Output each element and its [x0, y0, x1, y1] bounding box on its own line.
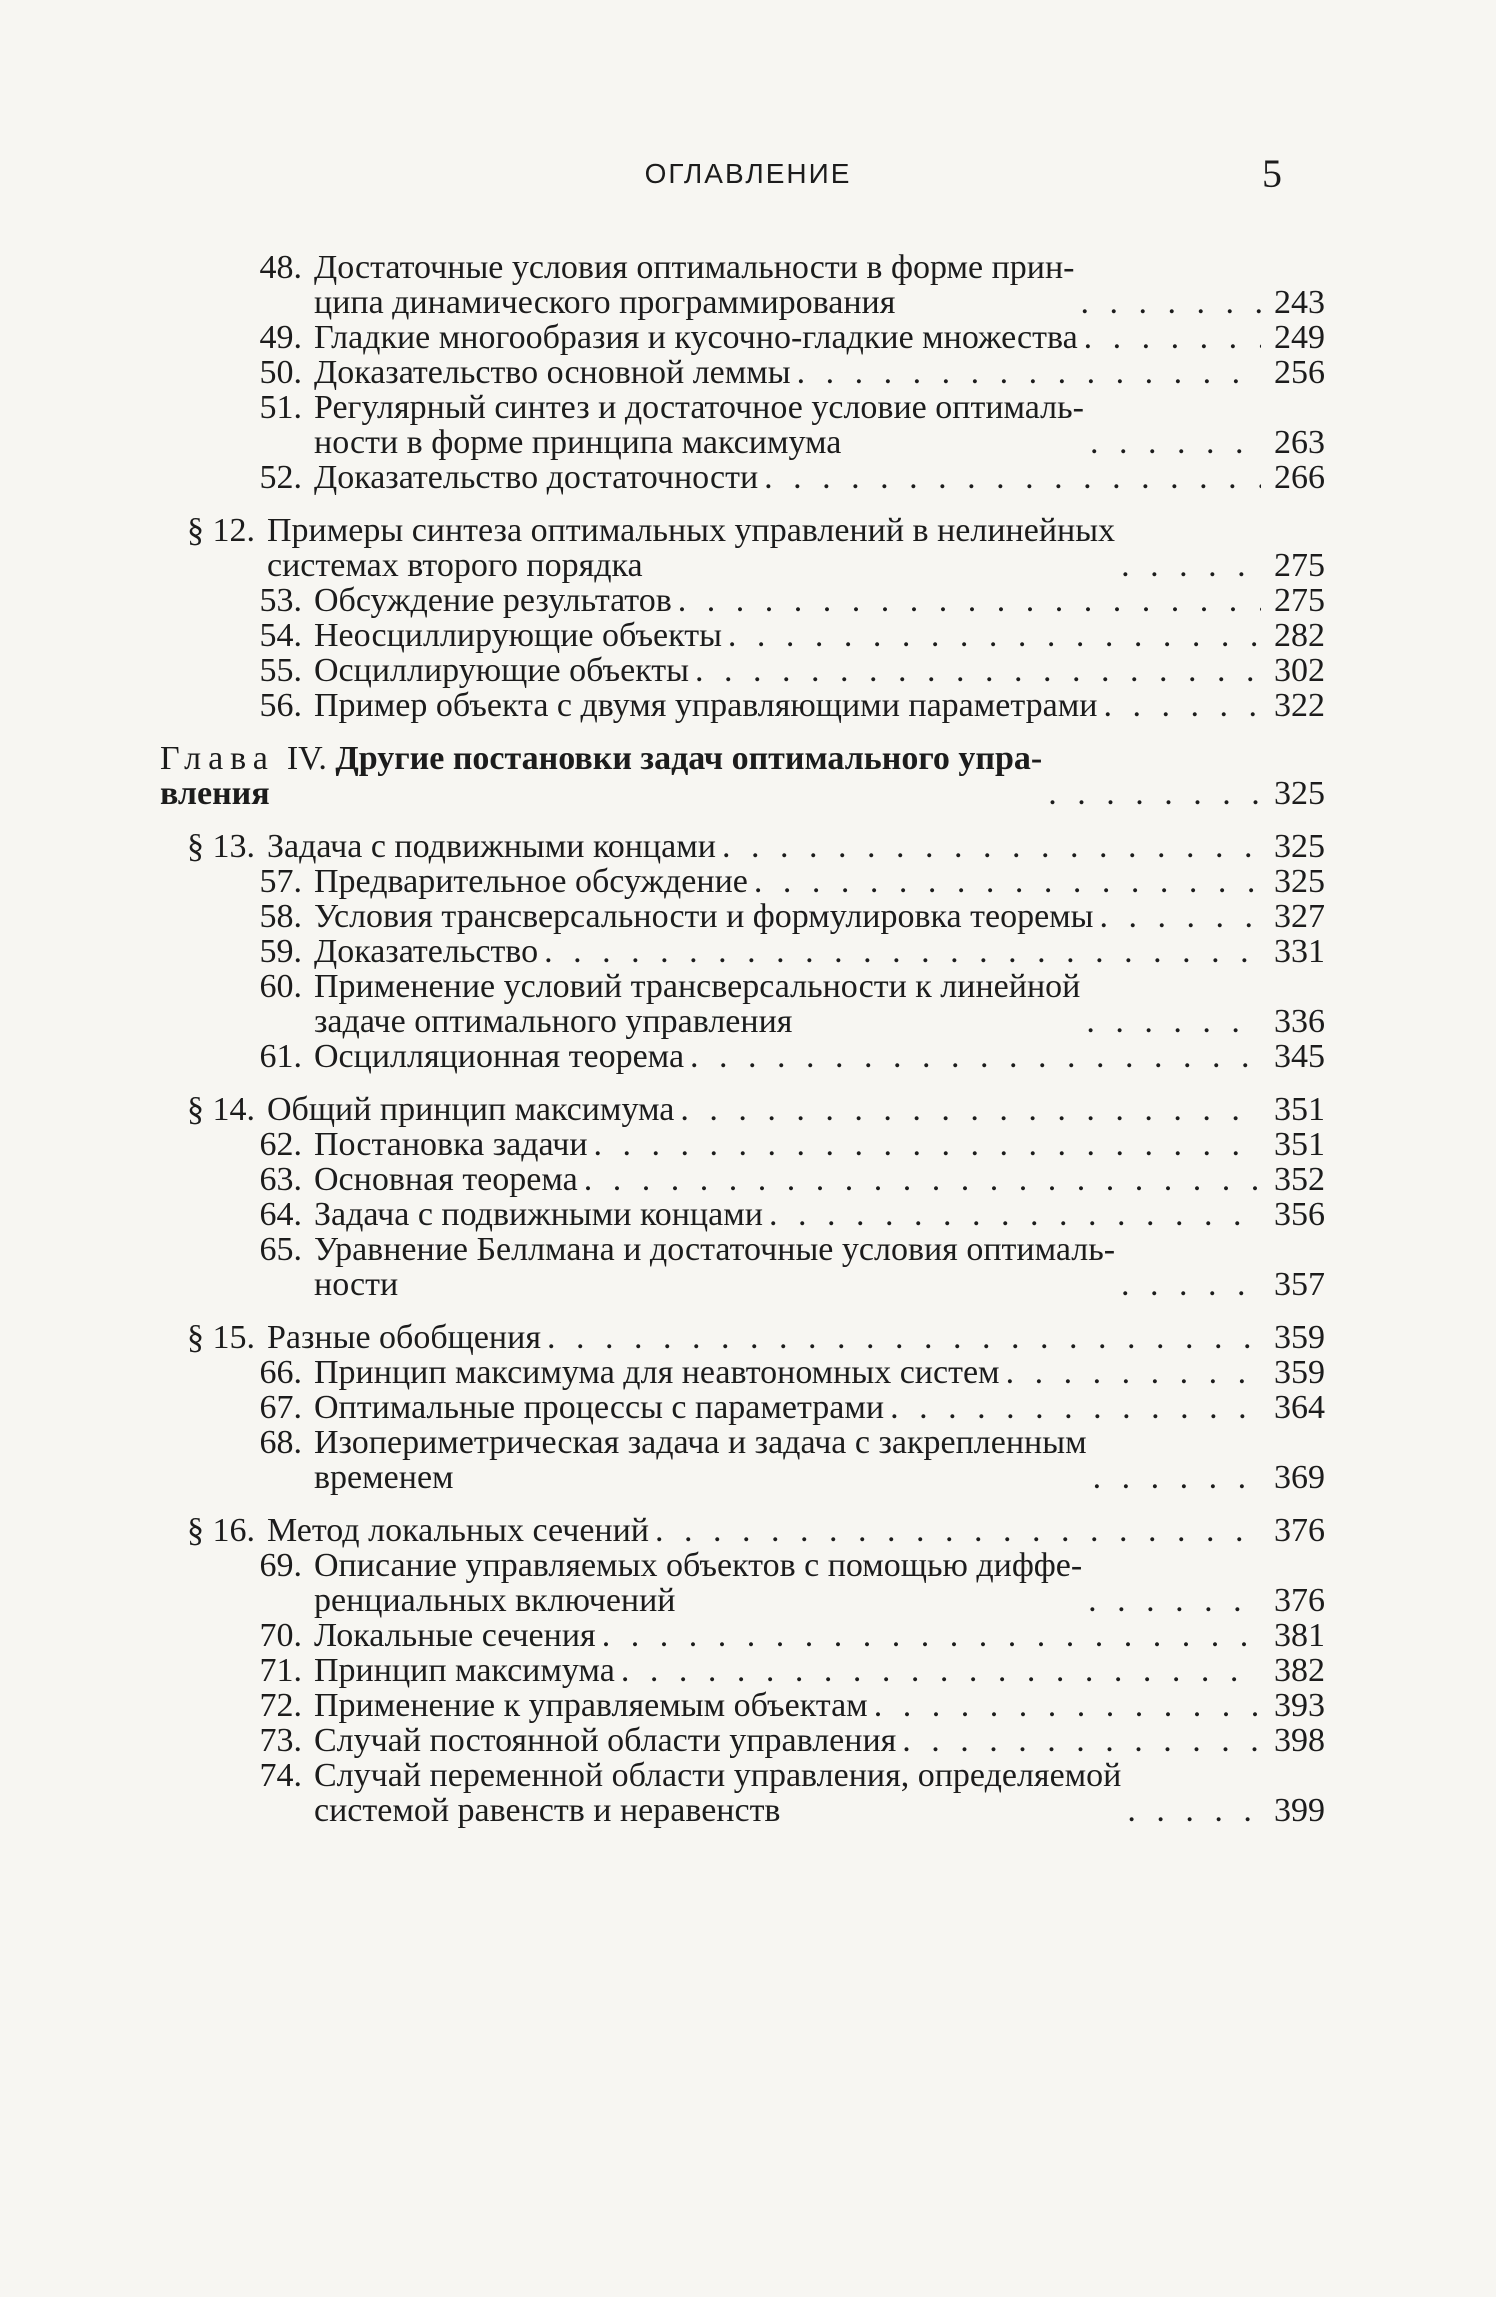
entry-body	[314, 1355, 1325, 1390]
toc-entry-row[interactable]	[160, 1390, 1325, 1425]
entry-number: 54.	[259, 617, 302, 654]
toc-entry-row[interactable]	[160, 1425, 1325, 1495]
toc-group	[160, 1092, 1325, 1302]
page-ref: 322	[1274, 687, 1325, 724]
entry-number: 56.	[259, 687, 302, 724]
entry-body	[314, 1197, 1325, 1232]
entry-body	[314, 1618, 1325, 1653]
entry-body	[314, 1162, 1325, 1197]
dot-leader	[678, 583, 1261, 618]
page-ref: 275	[1274, 582, 1325, 619]
entry-title	[314, 320, 1078, 355]
entry-text	[314, 1548, 1261, 1618]
section-number: § 12.	[187, 512, 255, 549]
page-ref: 376	[1274, 1582, 1325, 1619]
toc-section-row[interactable]	[160, 1092, 1325, 1127]
entry-number: 70.	[259, 1617, 302, 1654]
toc-entry-row[interactable]	[160, 899, 1325, 934]
dot-leader	[602, 1618, 1261, 1653]
page-number: 5	[1262, 151, 1282, 196]
entry-text	[314, 1618, 1261, 1653]
dot-leader	[1121, 1267, 1261, 1302]
entry-title-line: Доказательство основной леммы	[314, 354, 791, 391]
dot-leader	[621, 1653, 1261, 1688]
toc-entry-row[interactable]	[160, 1162, 1325, 1197]
entry-title	[314, 934, 538, 969]
entry-title	[314, 1232, 1115, 1302]
section-number: § 16.	[187, 1512, 255, 1549]
dot-leader	[764, 460, 1261, 495]
entry-body	[314, 899, 1325, 934]
entry-body	[314, 1425, 1325, 1495]
entry-text	[314, 1355, 1261, 1390]
toc-entry-row[interactable]	[160, 1355, 1325, 1390]
entry-text	[314, 1390, 1261, 1425]
entry-title	[314, 460, 758, 495]
entry-title-line: системой равенств и неравенств	[314, 1792, 781, 1829]
entry-title	[314, 1688, 868, 1723]
entry-title-line: Доказательство	[314, 933, 539, 970]
entry-text	[267, 829, 1261, 864]
entry-number: 50.	[259, 354, 302, 391]
page-ref: 376	[1274, 1512, 1325, 1549]
entry-title	[314, 864, 748, 899]
entry-number: 58.	[259, 898, 302, 935]
entry-body	[314, 583, 1325, 618]
entry-number: 65.	[259, 1231, 302, 1268]
dot-leader	[1086, 1004, 1261, 1039]
entry-body	[267, 1513, 1325, 1548]
dot-leader	[890, 1390, 1261, 1425]
entry-text	[314, 390, 1261, 460]
page-ref: 356	[1274, 1196, 1325, 1233]
dot-leader	[902, 1723, 1261, 1758]
toc-entry-row[interactable]	[160, 864, 1325, 899]
entry-number: 53.	[259, 582, 302, 619]
toc-entry-row[interactable]	[160, 1688, 1325, 1723]
entry-title	[314, 1653, 615, 1688]
entry-body	[314, 1548, 1325, 1618]
entry-title-line: ности	[314, 1266, 399, 1303]
entry-text	[267, 513, 1261, 583]
dot-leader	[769, 1197, 1261, 1232]
entry-body	[314, 1039, 1325, 1074]
toc-entry-row[interactable]	[160, 1618, 1325, 1653]
toc-entry-row[interactable]	[160, 1232, 1325, 1302]
entry-text	[314, 1039, 1261, 1074]
entry-body	[314, 653, 1325, 688]
toc-entry-row[interactable]	[160, 460, 1325, 495]
entry-title-line: Гладкие многообразия и кусочно-гладкие множества	[314, 319, 1078, 356]
entry-title	[314, 899, 1094, 934]
section-number: § 14.	[187, 1091, 255, 1128]
entry-text	[314, 1162, 1261, 1197]
entry-body	[314, 1758, 1325, 1828]
entry-number: 62.	[259, 1126, 302, 1163]
toc-section-row[interactable]	[160, 513, 1325, 583]
toc-group	[160, 513, 1325, 723]
entry-title-line: Предварительное обсуждение	[314, 863, 748, 900]
entry-title-line: Осциллирующие объекты	[314, 652, 689, 689]
dot-leader	[594, 1127, 1261, 1162]
entry-title-line: Принцип максимума для неавтономных систем	[314, 1354, 1000, 1391]
chapter-title-line-2: вления	[160, 775, 270, 812]
entry-title-line: Условия трансверсальности и формулировка теоремы	[314, 898, 1094, 935]
entry-title-line: Неосциллирующие объекты	[314, 617, 722, 654]
toc-entry-row[interactable]	[160, 688, 1325, 723]
page-ref: 256	[1274, 354, 1325, 391]
table-of-contents	[160, 250, 1325, 1846]
chapter-title-line-1: Другие постановки задач оптимального упра-	[335, 740, 1043, 777]
page-ref: 275	[1274, 547, 1325, 584]
entry-text	[314, 1425, 1261, 1495]
page-ref: 302	[1274, 652, 1325, 689]
entry-number: 51.	[259, 389, 302, 426]
toc-section-row[interactable]	[160, 829, 1325, 864]
entry-title-line: временем	[314, 1459, 454, 1496]
toc-entry-row[interactable]	[160, 1758, 1325, 1828]
entry-number: 57.	[259, 863, 302, 900]
entry-title	[314, 583, 672, 618]
entry-text	[314, 320, 1261, 355]
dot-leader	[1006, 1355, 1261, 1390]
dot-leader	[1103, 688, 1261, 723]
chapter-title-line	[160, 741, 1042, 776]
entry-title-line: Пример объекта с двумя управляющими параметрами	[314, 687, 1098, 724]
chapter-roman: IV.	[286, 740, 336, 777]
toc-entry-row[interactable]	[160, 355, 1325, 390]
section-number: § 15.	[187, 1319, 255, 1356]
entry-title	[314, 688, 1097, 723]
entry-title	[314, 390, 1084, 460]
page-ref: 266	[1274, 459, 1325, 496]
entry-title-line: задаче оптимального управления	[314, 1003, 793, 1040]
chapter-text	[160, 741, 1261, 811]
entry-text	[314, 688, 1261, 723]
page-ref: 352	[1274, 1161, 1325, 1198]
page-ref: 382	[1274, 1652, 1325, 1689]
toc-entry-row[interactable]	[160, 1039, 1325, 1074]
toc-section-row[interactable]	[160, 1320, 1325, 1355]
page-ref: 282	[1274, 617, 1325, 654]
entry-title-line: Обсуждение результатов	[314, 582, 672, 619]
entry-text	[314, 653, 1261, 688]
entry-title-line: Задача с подвижными концами	[314, 1196, 763, 1233]
entry-title-line: Применение условий трансверсальности к линейной	[314, 968, 1081, 1005]
entry-number: 49.	[259, 319, 302, 356]
entry-number: 66.	[259, 1354, 302, 1391]
entry-title	[314, 969, 1080, 1039]
entry-title-line: Случай переменной области управления, определяемой	[314, 1757, 1122, 1794]
entry-text	[314, 1232, 1261, 1302]
entry-title	[314, 1127, 588, 1162]
page-ref: 359	[1274, 1354, 1325, 1391]
entry-number: 72.	[259, 1687, 302, 1724]
entry-title-line: Задача с подвижными концами	[267, 828, 716, 865]
entry-title	[314, 1723, 896, 1758]
dot-leader	[1121, 548, 1261, 583]
entry-title-line: ренциальных включений	[314, 1582, 676, 1619]
dot-leader	[544, 934, 1261, 969]
entry-body	[314, 934, 1325, 969]
entry-number: 55.	[259, 652, 302, 689]
entry-title	[314, 1618, 596, 1653]
entry-title-line: Применение к управляемым объектам	[314, 1687, 868, 1724]
dot-leader	[722, 829, 1261, 864]
dot-leader	[1100, 899, 1261, 934]
dot-leader	[1090, 425, 1261, 460]
entry-body	[314, 355, 1325, 390]
entry-text	[314, 355, 1261, 390]
toc-entry-row[interactable]	[160, 320, 1325, 355]
dot-leader	[1093, 1460, 1261, 1495]
page-ref: 249	[1274, 319, 1325, 356]
entry-title-line: Оптимальные процессы с параметрами	[314, 1389, 885, 1426]
toc-entry-row[interactable]	[160, 250, 1325, 320]
entry-text	[314, 1197, 1261, 1232]
entry-body	[314, 390, 1325, 460]
entry-title	[267, 1320, 541, 1355]
entry-title-line: Доказательство достаточности	[314, 459, 759, 496]
entry-title	[314, 1197, 763, 1232]
page-ref: 399	[1274, 1792, 1325, 1829]
entry-text	[314, 618, 1261, 653]
page-ref: 331	[1274, 933, 1325, 970]
entry-text	[314, 583, 1261, 618]
dot-leader	[1084, 320, 1261, 355]
dot-leader	[1127, 1793, 1261, 1828]
entry-body	[267, 1320, 1325, 1355]
entry-title-line: ципа динамического программирования	[314, 284, 896, 321]
entry-title	[314, 1425, 1087, 1495]
page-ref: 325	[1274, 863, 1325, 900]
entry-title-line: Случай постоянной области управления	[314, 1722, 897, 1759]
dot-leader	[547, 1320, 1261, 1355]
entry-text	[314, 1653, 1261, 1688]
entry-title	[267, 1513, 649, 1548]
section-number: § 13.	[187, 828, 255, 865]
entry-title-line: Принцип максимума	[314, 1652, 615, 1689]
dot-leader	[690, 1039, 1261, 1074]
page-ref: 359	[1274, 1319, 1325, 1356]
toc-entry-row[interactable]	[160, 618, 1325, 653]
page-ref: 336	[1274, 1003, 1325, 1040]
entry-number: 59.	[259, 933, 302, 970]
entry-body	[314, 618, 1325, 653]
page-ref: 398	[1274, 1722, 1325, 1759]
entry-title	[314, 1390, 884, 1425]
entry-title-line: Разные обобщения	[267, 1319, 541, 1356]
entry-body	[267, 513, 1325, 583]
entry-title	[314, 618, 722, 653]
toc-group	[160, 250, 1325, 495]
entry-text	[314, 864, 1261, 899]
entry-text	[314, 1127, 1261, 1162]
entry-title-line: Изопериметрическая задача и задача с закрепленным	[314, 1424, 1087, 1461]
entry-body	[314, 1232, 1325, 1302]
toc-section-row[interactable]	[160, 1513, 1325, 1548]
dot-leader	[1080, 285, 1261, 320]
toc-group	[160, 1320, 1325, 1495]
dot-leader	[584, 1162, 1261, 1197]
entry-title-line: Достаточные условия оптимальности в форме прин-	[314, 249, 1075, 286]
entry-number: 68.	[259, 1424, 302, 1461]
entry-body	[314, 969, 1325, 1039]
entry-number: 48.	[259, 249, 302, 286]
entry-text	[314, 899, 1261, 934]
entry-body	[314, 460, 1325, 495]
chapter-title-wrap	[160, 741, 1042, 811]
entry-number: 52.	[259, 459, 302, 496]
entry-title	[314, 1355, 1000, 1390]
entry-text	[267, 1513, 1261, 1548]
entry-title	[314, 1162, 578, 1197]
toc-entry-row[interactable]	[160, 1548, 1325, 1618]
entry-body	[314, 1127, 1325, 1162]
running-title: ОГЛАВЛЕНИЕ	[644, 158, 852, 189]
entry-body	[267, 1092, 1325, 1127]
entry-text	[314, 1688, 1261, 1723]
toc-entry-row[interactable]	[160, 583, 1325, 618]
dot-leader	[1048, 776, 1261, 811]
dot-leader	[728, 618, 1261, 653]
entry-title	[314, 653, 689, 688]
entry-text	[314, 969, 1261, 1039]
chapter-heading[interactable]	[160, 741, 1325, 811]
entry-text	[267, 1092, 1261, 1127]
page-ref: 345	[1274, 1038, 1325, 1075]
entry-text	[314, 250, 1261, 320]
entry-number: 67.	[259, 1389, 302, 1426]
page-ref: 381	[1274, 1617, 1325, 1654]
page-ref: 325	[1274, 775, 1325, 812]
toc-entry-row[interactable]	[160, 934, 1325, 969]
entry-body	[314, 688, 1325, 723]
entry-body	[267, 829, 1325, 864]
entry-title	[314, 1548, 1082, 1618]
entry-title-line: Постановка задачи	[314, 1126, 588, 1163]
page-ref: 327	[1274, 898, 1325, 935]
entry-number: 60.	[259, 968, 302, 1005]
entry-title-line: Локальные сечения	[314, 1617, 596, 1654]
entry-text	[314, 460, 1261, 495]
entry-body	[314, 250, 1325, 320]
entry-body	[314, 1653, 1325, 1688]
entry-title-line: системах второго порядка	[267, 547, 643, 584]
entry-body	[314, 1688, 1325, 1723]
entry-number: 69.	[259, 1547, 302, 1584]
dot-leader	[680, 1092, 1261, 1127]
toc-entry-row[interactable]	[160, 653, 1325, 688]
dot-leader	[754, 864, 1261, 899]
entry-text	[314, 934, 1261, 969]
entry-number: 64.	[259, 1196, 302, 1233]
entry-number: 63.	[259, 1161, 302, 1198]
entry-title-line: ности в форме принципа максимума	[314, 424, 842, 461]
page-ref: 393	[1274, 1687, 1325, 1724]
toc-entry-row[interactable]	[160, 1127, 1325, 1162]
toc-entry-row[interactable]	[160, 1653, 1325, 1688]
entry-title-line: Примеры синтеза оптимальных управлений в нелинейных	[267, 512, 1116, 549]
toc-group	[160, 1513, 1325, 1828]
entry-title	[314, 1758, 1121, 1828]
entry-number: 74.	[259, 1757, 302, 1794]
entry-title	[314, 355, 791, 390]
entry-body	[314, 864, 1325, 899]
toc-entry-row[interactable]	[160, 1197, 1325, 1232]
toc-entry-row[interactable]	[160, 1723, 1325, 1758]
chapter-body	[160, 741, 1325, 811]
entry-text	[314, 1758, 1261, 1828]
entry-number: 61.	[259, 1038, 302, 1075]
entry-text	[314, 1723, 1261, 1758]
entry-body	[314, 320, 1325, 355]
page-ref: 243	[1274, 284, 1325, 321]
dot-leader	[655, 1513, 1261, 1548]
entry-text	[267, 1320, 1261, 1355]
page-header	[0, 150, 1496, 200]
entry-title	[314, 1039, 684, 1074]
entry-title	[267, 513, 1115, 583]
page-ref: 364	[1274, 1389, 1325, 1426]
dot-leader	[797, 355, 1261, 390]
chapter-label: Глава	[160, 740, 275, 777]
dot-leader	[1088, 1583, 1261, 1618]
entry-title-line: Общий принцип максимума	[267, 1091, 675, 1128]
toc-group	[160, 829, 1325, 1074]
entry-title	[267, 1092, 674, 1127]
page-ref: 369	[1274, 1459, 1325, 1496]
page-ref: 325	[1274, 828, 1325, 865]
entry-title	[267, 829, 716, 864]
entry-title-line: Основная теорема	[314, 1161, 578, 1198]
entry-number: 73.	[259, 1722, 302, 1759]
dot-leader	[695, 653, 1261, 688]
entry-body	[314, 1723, 1325, 1758]
entry-body	[314, 1390, 1325, 1425]
page-ref: 263	[1274, 424, 1325, 461]
entry-title	[314, 250, 1074, 320]
entry-title-line: Регулярный синтез и достаточное условие оптималь-	[314, 389, 1084, 426]
entry-title-line: Метод локальных сечений	[267, 1512, 650, 1549]
entry-title-line: Описание управляемых объектов с помощью диффе-	[314, 1547, 1083, 1584]
page-ref: 351	[1274, 1126, 1325, 1163]
page-ref: 351	[1274, 1091, 1325, 1128]
toc-entry-row[interactable]	[160, 390, 1325, 460]
entry-number: 71.	[259, 1652, 302, 1689]
dot-leader	[874, 1688, 1261, 1723]
entry-title-line: Осцилляционная теорема	[314, 1038, 685, 1075]
page-ref: 357	[1274, 1266, 1325, 1303]
entry-title-line: Уравнение Беллмана и достаточные условия оптималь-	[314, 1231, 1116, 1268]
toc-entry-row[interactable]	[160, 969, 1325, 1039]
